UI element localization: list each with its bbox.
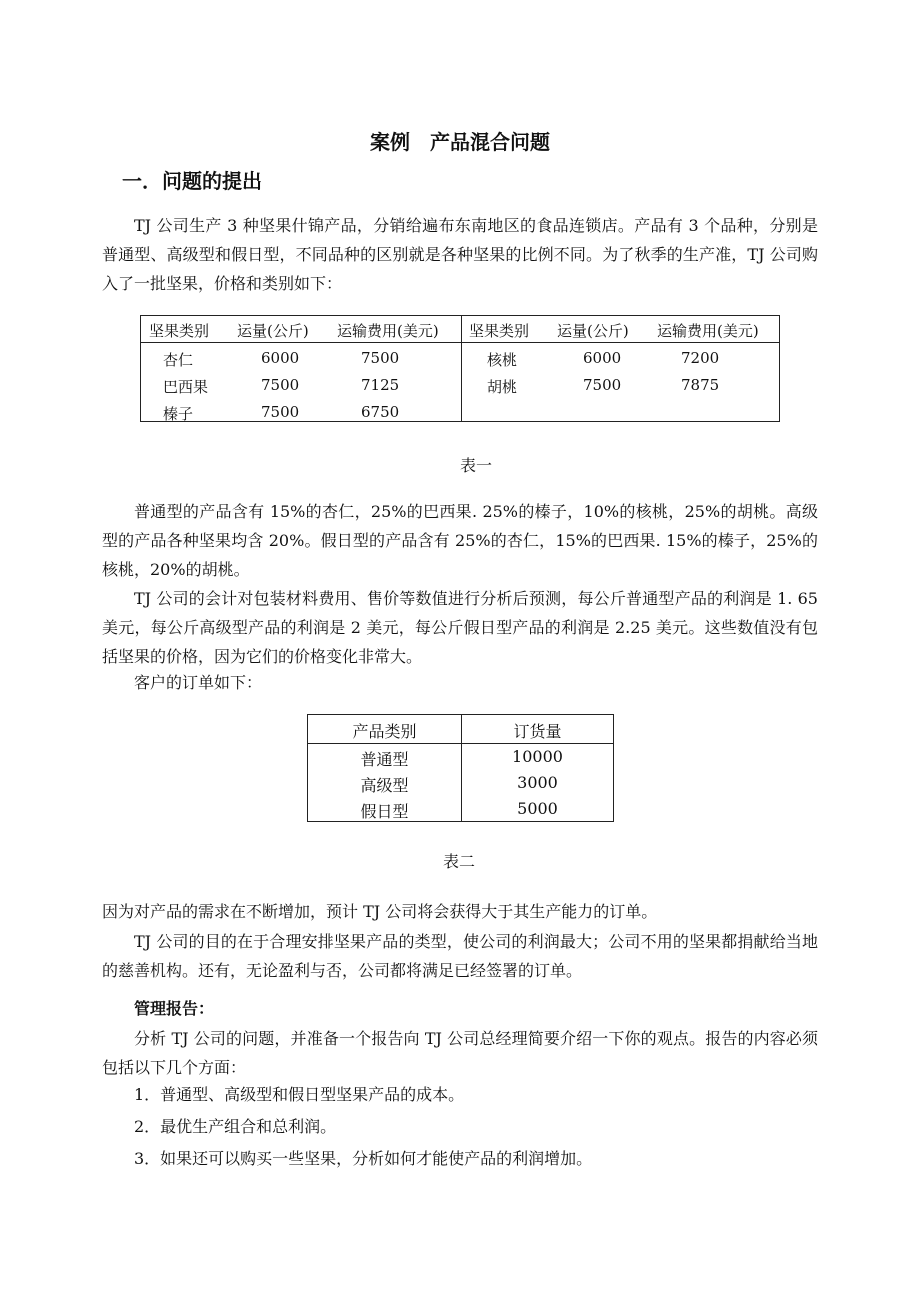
- table-cell-cost: 7200: [681, 349, 720, 367]
- paragraph-orders-intro: 客户的订单如下：: [134, 673, 263, 692]
- table-cell-nut: 杏仁: [163, 351, 194, 369]
- list-item: 3．如果还可以购买一些坚果，分析如何才能使产品的利润增加。: [134, 1149, 593, 1168]
- table-cell-type: 假日型: [360, 802, 409, 821]
- customer-orders-table: [307, 714, 614, 822]
- table-cell-qty: 6000: [261, 349, 300, 367]
- table-cell-nut: 核桃: [487, 351, 518, 369]
- table-cell-nut: 榛子: [163, 405, 194, 423]
- table-caption: 表一: [460, 456, 493, 475]
- table-cell-cost: 7500: [361, 349, 400, 367]
- section-heading-problem: 一．问题的提出: [122, 169, 262, 193]
- table-header-cell: 坚果类别: [149, 322, 210, 340]
- table-header-cell: 坚果类别: [469, 322, 530, 340]
- paragraph-composition: 普通型的产品含有 15%的杏仁，25%的巴西果. 25%的榛子，10%的核桃，25%的胡桃。高级型的产品各种坚果均含 20%。假日型的产品含有 25%的杏仁，15%的巴西果. 15%的榛子，25%的核桃，20%的胡桃。: [102, 502, 818, 579]
- table-header-divider: [141, 342, 779, 343]
- table-cell-qty: 7500: [583, 376, 622, 394]
- table-cell-qty: 5000: [517, 799, 558, 818]
- paragraph-objective: TJ 公司的目的在于合理安排坚果产品的类型，使公司的利润最大；公司不用的坚果都捐献给当地的慈善机构。还有，无论盈利与否，公司都将满足已经签署的订单。: [102, 932, 818, 980]
- table-header-cell: 运量(公斤): [557, 322, 629, 340]
- table-caption: 表二: [443, 852, 476, 871]
- table-cell-nut: 胡桃: [487, 378, 518, 396]
- table-header-cell: 运输费用(美元): [337, 322, 439, 340]
- report-heading: 管理报告：: [134, 999, 215, 1018]
- nut-purchase-table: [140, 315, 780, 422]
- paragraph-intro: TJ 公司生产 3 种坚果什锦产品，分销给遍布东南地区的食品连锁店。产品有 3 个品种，分别是普通型、高级型和假日型，不同品种的区别就是各种坚果的比例不同。为了秋季的生产准，TJ 公司购入了一批坚果，价格和类别如下：: [102, 216, 818, 293]
- table-cell-cost: 6750: [361, 403, 400, 421]
- paragraph-profit: TJ 公司的会计对包装材料费用、售价等数值进行分析后预测，每公斤普通型产品的利润是 1. 65 美元，每公斤高级型产品的利润是 2 美元，每公斤假日型产品的利润是 2.25 美元。这些数值没有包括坚果的价格，因为它们的价格变化非常大。: [102, 589, 818, 666]
- table-cell-nut: 巴西果: [163, 378, 209, 396]
- table-cell-qty: 3000: [517, 773, 558, 792]
- table-header-cell: 运输费用(美元): [657, 322, 759, 340]
- table-cell-type: 高级型: [360, 776, 409, 795]
- table-cell-cost: 7125: [361, 376, 400, 394]
- table-header-cell: 订货量: [513, 722, 562, 741]
- table-header-cell: 运量(公斤): [237, 322, 309, 340]
- table-cell-qty: 7500: [261, 403, 300, 421]
- table-header-cell: 产品类别: [352, 722, 417, 741]
- table-cell-type: 普通型: [360, 750, 409, 769]
- table-column-divider: [461, 316, 462, 421]
- table-cell-cost: 7875: [681, 376, 720, 394]
- list-item: 1．普通型、高级型和假日型坚果产品的成本。: [134, 1085, 465, 1104]
- table-cell-qty: 7500: [261, 376, 300, 394]
- list-item: 2．最优生产组合和总利润。: [134, 1117, 337, 1136]
- paragraph-report: 分析 TJ 公司的问题，并准备一个报告向 TJ 公司总经理简要介绍一下你的观点。报告的内容必须包括以下几个方面：: [102, 1029, 818, 1077]
- paragraph-demand: 因为对产品的需求在不断增加，预计 TJ 公司将会获得大于其生产能力的订单。: [102, 902, 658, 921]
- page-title: 案例 产品混合问题: [370, 130, 550, 154]
- table-cell-qty: 10000: [512, 747, 563, 766]
- table-cell-qty: 6000: [583, 349, 622, 367]
